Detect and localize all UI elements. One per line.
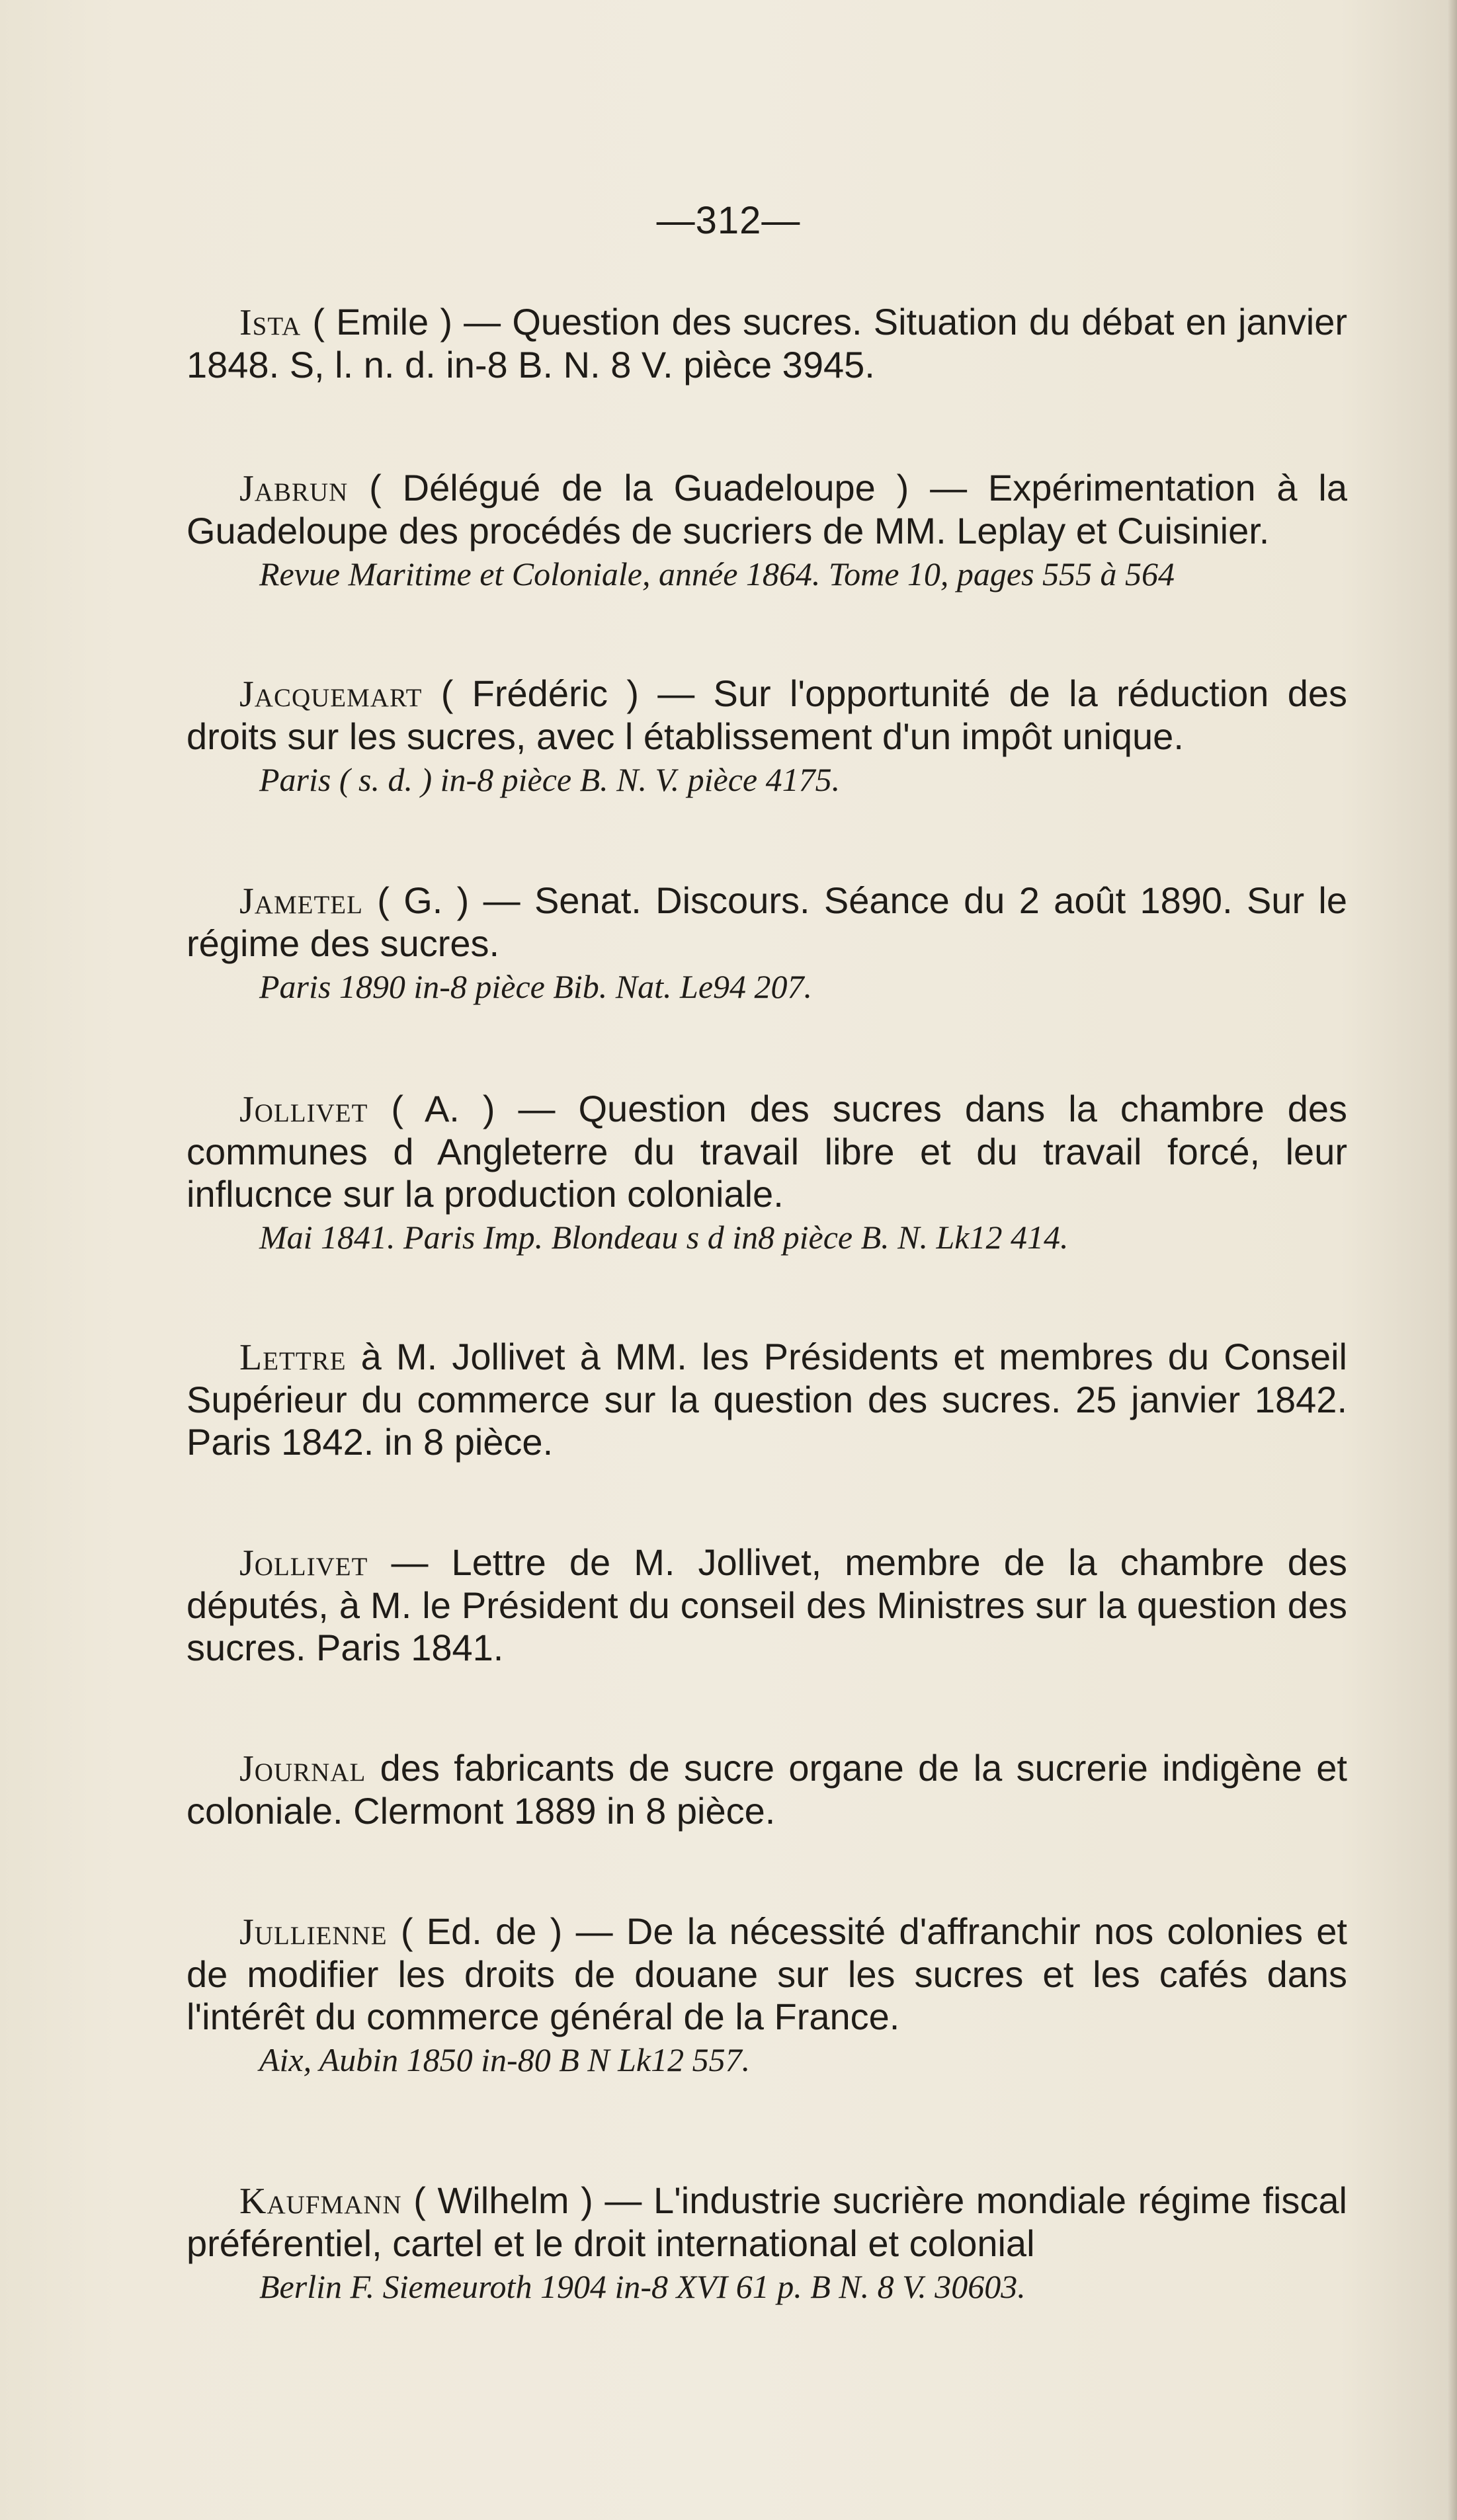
entry-author: Lettre — [239, 1337, 347, 1378]
entry-description: ( Délégué de la Guadeloupe ) — Expérimentation à la Guadeloupe des procédés de sucriers de MM. Leplay et Cuisinier. — [187, 467, 1347, 551]
entry-description: — Lettre de M. Jollivet, membre de la chambre des députés, à M. le Président du conseil des Ministres sur la question des sucres. Paris 1841. — [187, 1541, 1347, 1668]
entry-description: ( Emile ) — Question des sucres. Situation du débat en janvier 1848. S, l. n. d. in-8 B. N. 8 V. pièce 3945. — [187, 301, 1347, 386]
bibliography-entry-jollivet-question — [187, 1088, 1347, 1258]
bibliography-list — [187, 301, 1347, 2307]
page-edge-shadow — [1448, 0, 1457, 2520]
bibliography-entry-jullienne — [187, 1910, 1347, 2080]
entry-reference: Paris ( s. d. ) in-8 pièce B. N. V. pièce 4175. — [259, 761, 841, 798]
entry-description: ( G. ) — Senat. Discours. Séance du 2 août 1890. Sur le régime des sucres. — [187, 879, 1347, 964]
entry-text — [187, 1336, 1347, 1463]
entry-text — [187, 1088, 1347, 1215]
entry-text — [187, 2179, 1347, 2265]
entry-description: ( Wilhelm ) — L'industrie sucrière mondiale régime fiscal préférentiel, cartel et le droit international et colonial — [187, 2179, 1347, 2264]
entry-text — [187, 301, 1347, 386]
entry-text — [187, 1747, 1347, 1832]
bibliography-entry-lettre — [187, 1336, 1347, 1463]
bibliography-entry-ista — [187, 301, 1347, 386]
entry-text — [187, 879, 1347, 965]
entry-author: Journal — [239, 1748, 366, 1789]
entry-text — [187, 672, 1347, 758]
entry-text — [187, 467, 1347, 552]
entry-author: Kaufmann — [239, 2181, 402, 2222]
entry-author: Jabrun — [239, 468, 349, 509]
bibliography-entry-kaufmann — [187, 2179, 1347, 2307]
entry-reference: Paris 1890 in-8 pièce Bib. Nat. Le94 207. — [259, 968, 813, 1005]
entry-description: des fabricants de sucre organe de la sucrerie indigène et coloniale. Clermont 1889 in 8 pièce. — [187, 1747, 1347, 1832]
entry-author: Ista — [239, 302, 302, 343]
entry-author: Jacquemart — [239, 674, 423, 715]
entry-text — [187, 1910, 1347, 2038]
entry-reference: Berlin F. Siemeuroth 1904 in-8 XVI 61 p. B N. 8 V. 30603. — [259, 2268, 1026, 2305]
entry-reference: Aix, Aubin 1850 in-80 B N Lk12 557. — [259, 2041, 751, 2078]
entry-author: Jullienne — [239, 1912, 388, 1953]
bibliography-entry-jametel — [187, 879, 1347, 1007]
entry-author: Jametel — [239, 881, 363, 922]
entry-reference: Revue Maritime et Coloniale, année 1864. Tome 10, pages 555 à 564 — [259, 555, 1175, 592]
bibliography-entry-journal — [187, 1747, 1347, 1832]
entry-description: ( A. ) — Question des sucres dans la chambre des communes d Angleterre du travail libre et du travail forcé, leur influcnce sur la production coloniale. — [187, 1088, 1347, 1215]
bibliography-entry-jacquemart — [187, 672, 1347, 800]
entry-author: Jollivet — [239, 1543, 368, 1584]
entry-author: Jollivet — [239, 1089, 368, 1130]
entry-description: ( Ed. de ) — De la nécessité d'affranchir nos colonies et de modifier les droits de douane sur les sucres et les cafés dans l'intérêt du commerce général de la France. — [187, 1910, 1347, 2037]
page-number: —312— — [656, 199, 801, 242]
bibliography-entry-jabrun — [187, 467, 1347, 594]
entry-text — [187, 1541, 1347, 1669]
bibliography-entry-jollivet-lettre — [187, 1541, 1347, 1669]
entry-description: ( Frédéric ) — Sur l'opportunité de la réduction des droits sur les sucres, avec l établissement d'un impôt unique. — [187, 672, 1347, 757]
entry-reference: Mai 1841. Paris Imp. Blondeau s d in8 pièce B. N. Lk12 414. — [259, 1219, 1069, 1256]
entry-description: à M. Jollivet à MM. les Présidents et membres du Conseil Supérieur du commerce sur la question des sucres. 25 janvier 1842. Paris 1842. in 8 pièce. — [187, 1336, 1347, 1463]
